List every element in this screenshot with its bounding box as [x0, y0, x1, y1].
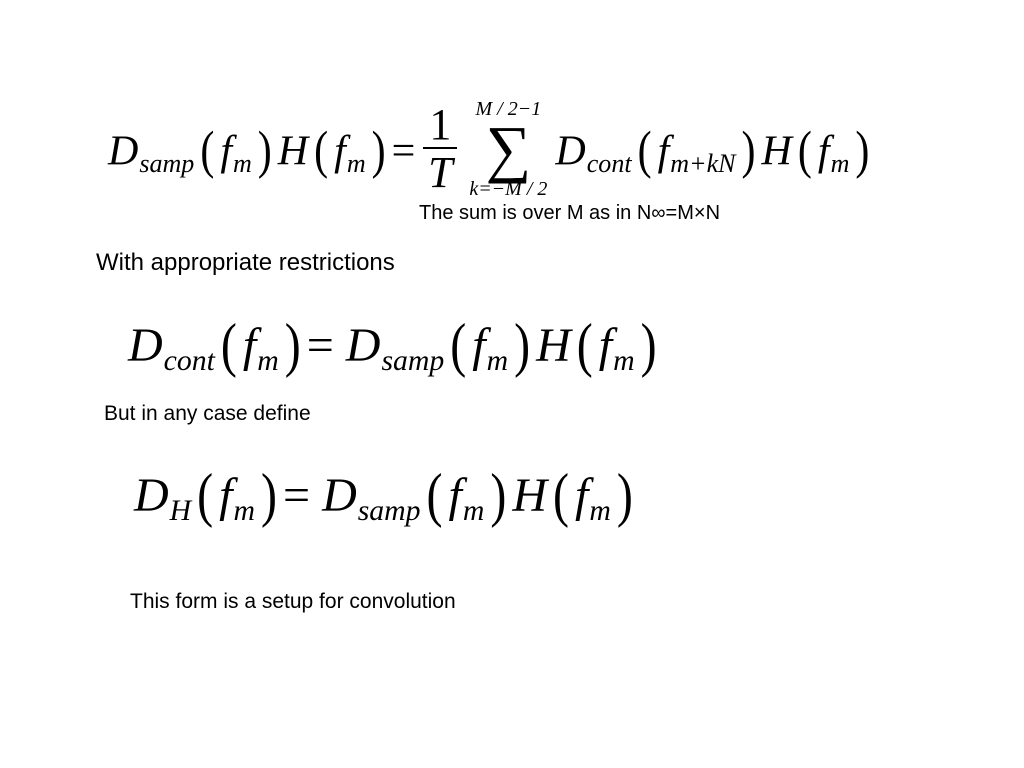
- close-paren: ): [640, 312, 657, 379]
- f-symbol: f: [575, 469, 589, 522]
- sum-upper-limit: M / 2−1: [475, 98, 542, 120]
- d-subscript: cont: [586, 149, 632, 179]
- d-subscript: samp: [357, 493, 421, 527]
- d-subscript: H: [169, 493, 192, 527]
- f-subscript: m: [830, 149, 850, 179]
- equation-sampled-spectrum: [108, 98, 875, 206]
- f-symbol: f: [598, 319, 613, 372]
- f-symbol: f: [817, 128, 830, 175]
- sum-lower-limit: k=−M / 2: [469, 177, 548, 200]
- h-symbol: H: [761, 128, 792, 175]
- d-subscript: samp: [139, 149, 195, 179]
- d-symbol: D: [345, 319, 381, 372]
- sum-note: The sum is over M as in N∞=M×N: [419, 202, 721, 224]
- f-subscript: m: [233, 493, 255, 527]
- open-paren: (: [200, 122, 215, 181]
- f-subscript: m: [589, 493, 611, 527]
- d-symbol: D: [108, 128, 139, 175]
- sigma-symbol: ∑: [485, 113, 532, 184]
- equals-sign: =: [282, 469, 311, 522]
- f-subscript: m: [613, 343, 635, 377]
- f-subscript: m: [257, 343, 279, 377]
- h-symbol: H: [512, 469, 548, 522]
- summation: [469, 98, 547, 200]
- close-paren: ): [257, 122, 272, 181]
- equation-dh-definition: [134, 462, 639, 529]
- open-paren: (: [314, 122, 329, 181]
- f-symbol: f: [219, 469, 233, 522]
- define-text: But in any case define: [104, 402, 311, 425]
- open-paren: (: [220, 312, 237, 379]
- restrictions-text: With appropriate restrictions: [96, 249, 395, 276]
- open-paren: (: [426, 462, 443, 529]
- d-subscript: cont: [163, 343, 215, 377]
- close-paren: ): [371, 122, 386, 181]
- close-paren: ): [490, 462, 507, 529]
- f-symbol: f: [220, 128, 232, 175]
- convolution-text: This form is a setup for convolution: [130, 590, 456, 613]
- d-subscript: samp: [381, 343, 445, 377]
- f-symbol: f: [242, 319, 257, 372]
- d-symbol: D: [555, 128, 586, 175]
- open-paren: (: [450, 312, 467, 379]
- open-paren: (: [576, 312, 593, 379]
- equals-sign: =: [306, 319, 334, 372]
- f-symbol: f: [657, 128, 670, 175]
- h-symbol: H: [277, 128, 309, 175]
- close-paren: ): [855, 122, 870, 181]
- open-paren: (: [637, 122, 652, 181]
- h-symbol: H: [536, 319, 571, 372]
- fraction: [423, 99, 457, 197]
- d-symbol: D: [134, 469, 169, 522]
- close-paren: ): [514, 312, 531, 379]
- d-symbol: D: [128, 319, 163, 372]
- close-paren: ): [616, 462, 633, 529]
- equation-continuous-spectrum: [128, 312, 663, 379]
- f-symbol: f: [334, 128, 346, 175]
- d-symbol: D: [322, 469, 357, 522]
- f-symbol: f: [448, 469, 462, 522]
- f-symbol: f: [472, 319, 486, 372]
- close-paren: ): [741, 122, 756, 181]
- f-subscript: m: [462, 493, 485, 527]
- open-paren: (: [553, 462, 570, 529]
- f-subscript: m: [486, 343, 509, 377]
- fraction-denominator: T: [428, 147, 453, 197]
- close-paren: ): [284, 312, 301, 379]
- f-subscript-shifted: m+kN: [670, 149, 736, 179]
- f-subscript: m: [346, 149, 366, 179]
- open-paren: (: [197, 462, 214, 529]
- equals-sign: =: [391, 128, 416, 175]
- open-paren: (: [797, 122, 812, 181]
- close-paren: ): [261, 462, 277, 529]
- fraction-numerator: 1: [423, 103, 457, 149]
- f-subscript: m: [232, 149, 252, 179]
